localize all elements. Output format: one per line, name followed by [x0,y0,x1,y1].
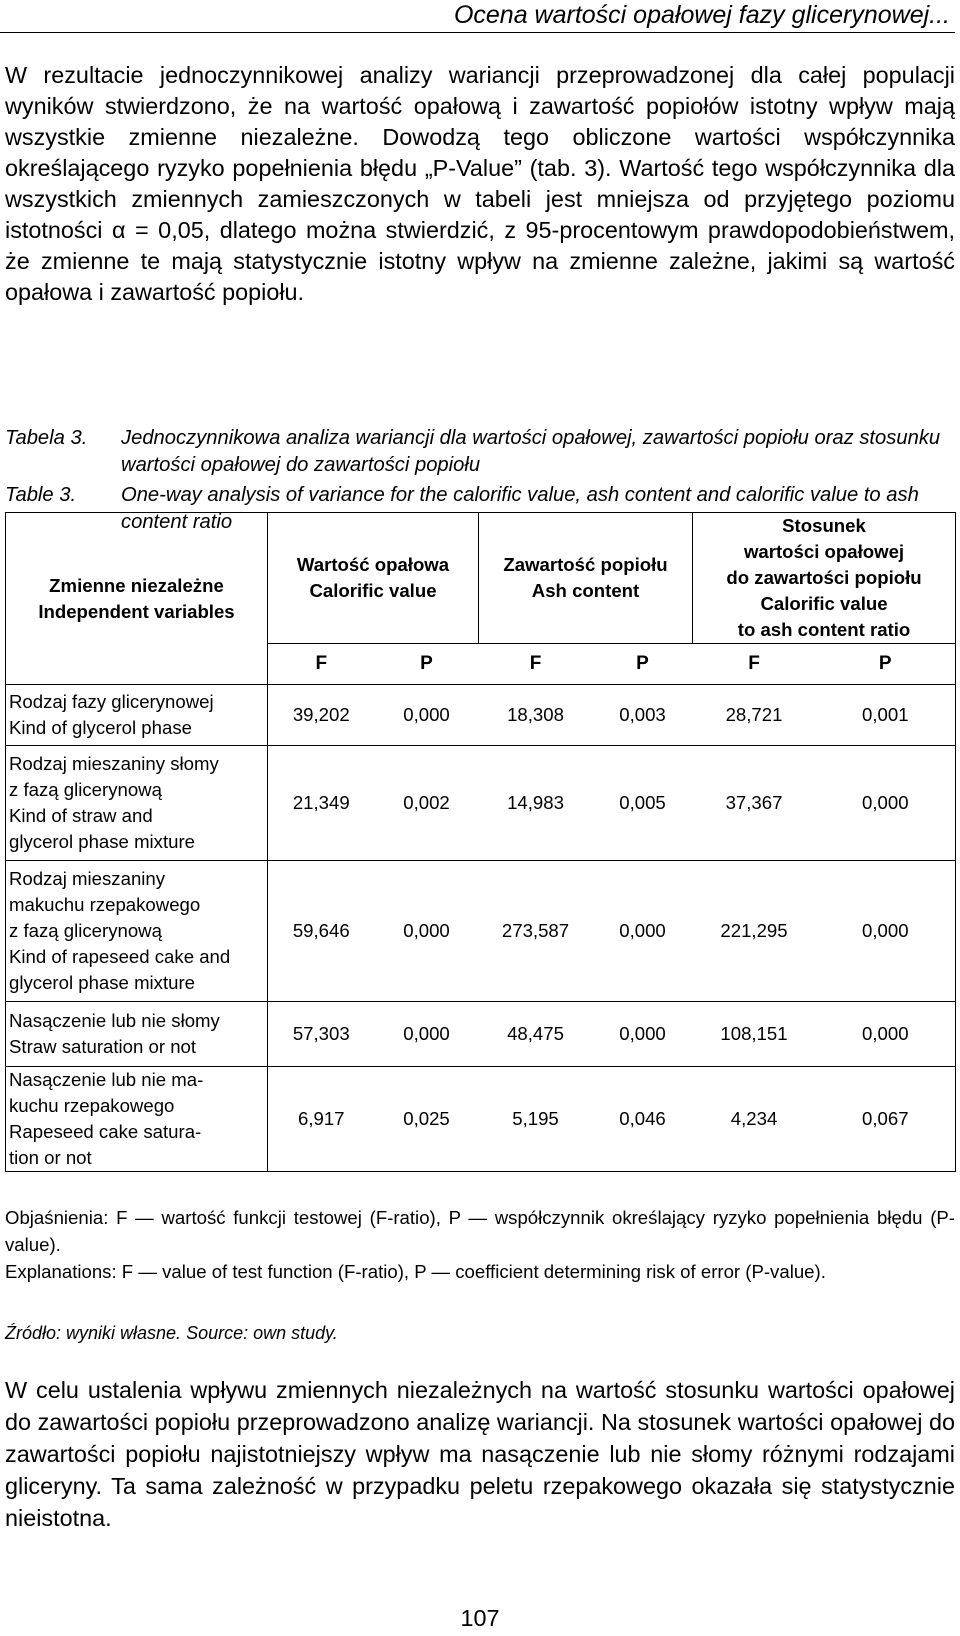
p-value-cell: 0,000 [375,685,479,746]
var-header-pl: Zmienne niezależne [49,574,224,596]
variable-name-cell [6,1002,268,1067]
variable-name-cell [6,861,268,1002]
col-header-calorific [268,513,479,644]
col2-header-en: Ash content [531,580,640,601]
var-header-cell [6,513,268,685]
variable-name-line: tion or not [9,1147,92,1168]
col-header-ratio [693,513,956,644]
variable-name-cell [6,685,268,746]
p-value-cell: 0,046 [593,1067,693,1172]
f-value-cell: 59,646 [268,861,375,1002]
var-header-en: Independent variables [38,600,235,622]
variable-name-line: Straw saturation or not [9,1036,197,1057]
p-header: P [593,644,693,685]
p-value-cell: 0,000 [816,861,956,1002]
variable-name-line: Kind of glycerol phase [9,717,192,738]
p-value-cell: 0,003 [593,685,693,746]
running-header [0,0,955,33]
p-value-cell: 0,000 [375,1002,479,1067]
col3-header-l3: do zawartości popiołu [726,567,922,588]
f-header: F [693,644,816,685]
anova-table [5,512,956,1172]
variable-name-line: glycerol phase mixture [9,831,196,852]
running-title: Ocena wartości opałowej fazy glicerynowej... [453,1,950,29]
p-value-cell: 0,001 [816,685,956,746]
col-header-ash [479,513,693,644]
page-number: 107 [460,1605,500,1631]
variable-name-cell [6,746,268,861]
f-value-cell: 221,295 [693,861,816,1002]
notes-pl: Objaśnienia: F — wartość funkcji testowej (F-ratio), P — współczynnik określający ryzyko popełnienia błędu (P-value). [5,1207,955,1255]
caption-label-pl: Tabela 3. [5,427,88,449]
col3-header-l4: Calorific value [760,593,888,614]
table-source: Źródło: wyniki własne. Source: own study. [5,1323,338,1343]
variable-name-line: Kind of rapeseed cake and [9,946,231,967]
f-value-cell: 6,917 [268,1067,375,1172]
variable-name-line: Rodzaj mieszaniny [9,868,166,889]
col2-header-pl: Zawartość popiołu [503,554,668,575]
variable-name-line: Kind of straw and [9,805,153,826]
p-value-cell: 0,000 [816,746,956,861]
table-row [6,1002,956,1067]
p-header: P [816,644,956,685]
p-value-cell: 0,005 [593,746,693,861]
f-value-cell: 273,587 [479,861,593,1002]
caption-label-en: Table 3. [5,484,77,506]
f-value-cell: 48,475 [479,1002,593,1067]
p-value-cell: 0,000 [593,1002,693,1067]
col3-header-l5: to ash content ratio [737,619,911,640]
f-value-cell: 28,721 [693,685,816,746]
variable-name-line: glycerol phase mixture [9,972,196,993]
variable-name-line: Rapeseed cake satura- [9,1121,202,1142]
caption-text-pl: Jednoczynnikowa analiza wariancji dla wartości opałowej, zawartości popiołu oraz stosunku wartości opałowej do zawartości popiołu [121,427,941,476]
f-value-cell: 37,367 [693,746,816,861]
f-value-cell: 5,195 [479,1067,593,1172]
p-header: P [375,644,479,685]
variable-name-line: Nasączenie lub nie ma- [9,1069,204,1090]
f-value-cell: 18,308 [479,685,593,746]
table-row [6,1067,956,1172]
variable-name-line: Rodzaj fazy glicerynowej [9,691,214,712]
variable-name-line: z fazą glicerynową [9,779,162,800]
table-row [6,746,956,861]
p-value-cell: 0,002 [375,746,479,861]
notes-en: Explanations: F — value of test function (F-ratio), P — coefficient determining risk of error (P-value). [5,1261,826,1282]
table-row [6,685,956,746]
f-value-cell: 14,983 [479,746,593,861]
variable-name-line: makuchu rzepakowego [9,894,201,915]
col1-header-en: Calorific value [309,580,437,601]
f-value-cell: 21,349 [268,746,375,861]
body-paragraph-1: W rezultacie jednoczynnikowej analizy wariancji przeprowadzonej dla całej populacji wyników stwierdzono, że na wartość opałową i zawartość popiołów istotny wpływ mają wszystkie zmienne niezależne. Dowodzą tego obliczone wartości współczynnika określającego ryzyko popełnienia błędu „P-Value” (tab. 3). Wartość tego współczynnika dla wszystkich zmiennych zamieszczonych w tabeli jest mniejsza od przyjętego poziomu istotności α = 0,05, dlatego można stwierdzić, z 95-procentowym prawdopodobieństwem, że zmienne te mają statystycznie istotny wpływ na zmienne zależne, jakimi są wartość opałowa i zawartość popiołu. [5,62,955,305]
table-caption-pl [5,425,955,479]
variable-name-cell [6,1067,268,1172]
col3-header-l1: Stosunek [782,515,866,536]
variable-name-line: Rodzaj mieszaniny słomy [9,753,219,774]
f-value-cell: 4,234 [693,1067,816,1172]
f-value-cell: 57,303 [268,1002,375,1067]
p-value-cell: 0,000 [593,861,693,1002]
table-notes [5,1204,955,1285]
variable-name-line: z fazą glicerynową [9,920,162,941]
col3-header-l2: wartości opałowej [743,541,905,562]
variable-name-line: Nasączenie lub nie słomy [9,1010,220,1031]
p-value-cell: 0,067 [816,1067,956,1172]
f-header: F [479,644,593,685]
caption-text-en: One-way analysis of variance for the calorific value, ash content and calorific value to ash content ratio [121,484,919,533]
variable-name-line: kuchu rzepakowego [9,1095,175,1116]
f-header: F [268,644,375,685]
p-value-cell: 0,000 [375,861,479,1002]
body-paragraph-2: W celu ustalenia wpływu zmiennych niezależnych na wartość stosunku wartości opałowej do zawartości popiołu przeprowadzono analizę wariancji. Na stosunek wartości opałowej do zawartości popiołu najistotniejszy wpływ ma nasączenie lub nie słomy różnymi rodzajami gliceryny. Ta sama zależność w przypadku peletu rzepakowego okazała się statystycznie nieistotna. [5,1377,955,1531]
col1-header-pl: Wartość opałowa [296,554,450,575]
f-value-cell: 39,202 [268,685,375,746]
p-value-cell: 0,000 [816,1002,956,1067]
table-body [6,685,956,1172]
f-value-cell: 108,151 [693,1002,816,1067]
table-row [6,861,956,1002]
p-value-cell: 0,025 [375,1067,479,1172]
